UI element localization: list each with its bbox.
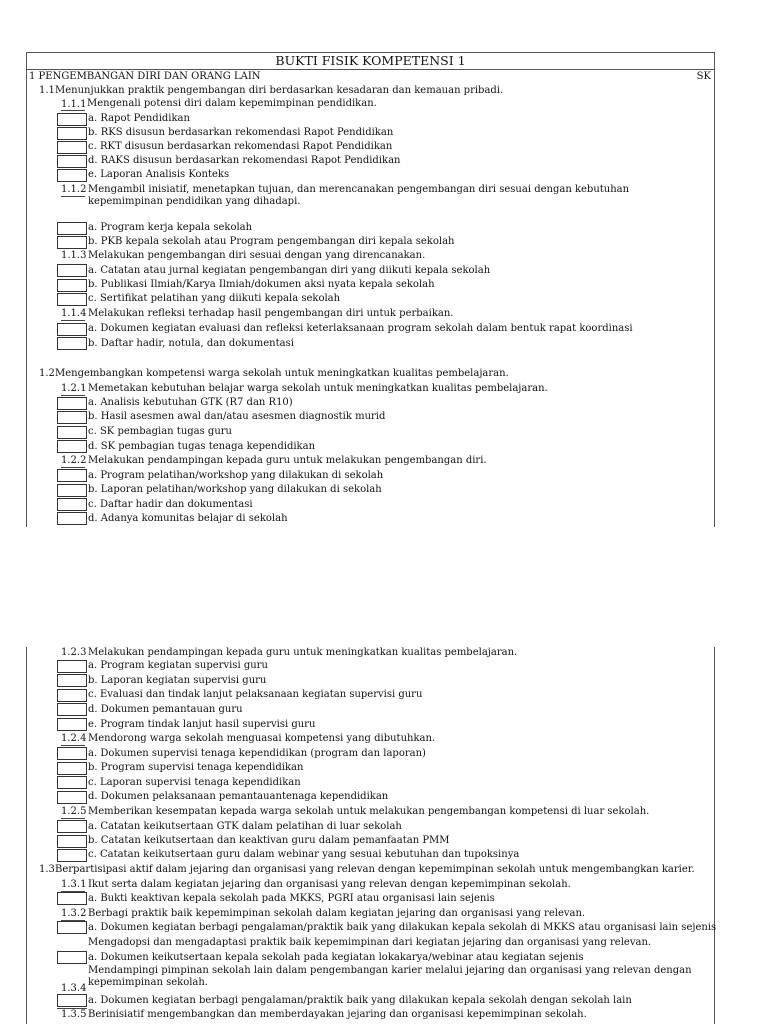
- sk-column-label: SK: [696, 71, 711, 82]
- indicator-text: Ikut serta dalam kegiatan jejaring dan organisasi yang relevan dengan kepemimpinan sekolah.: [88, 879, 571, 890]
- document-title: BUKTI FISIK KOMPETENSI 1: [275, 53, 466, 68]
- evidence-item: b. PKB kepala sekolah atau Program pengembangan diri kepala sekolah: [88, 236, 455, 247]
- document-page-1: [26, 52, 715, 527]
- evidence-item: a. Program pelatihan/workshop yang dilakukan di sekolah: [88, 470, 384, 481]
- evidence-checkbox[interactable]: [57, 689, 87, 702]
- indicator-number: 1.2.4: [61, 733, 87, 744]
- indicator-number: 1.1.4: [61, 308, 87, 319]
- evidence-checkbox[interactable]: [57, 323, 87, 336]
- evidence-checkbox[interactable]: [57, 113, 87, 126]
- evidence-item: b. Daftar hadir, notula, dan dokumentasi: [88, 338, 294, 349]
- evidence-item: d. Dokumen pemantauan guru: [88, 704, 243, 715]
- evidence-checkbox[interactable]: [57, 747, 87, 760]
- evidence-item: d. Adanya komunitas belajar di sekolah: [88, 513, 288, 524]
- indicator-text: Mengenali potensi diri dalam kepemimpinan pendidikan.: [87, 98, 377, 109]
- evidence-checkbox[interactable]: [57, 718, 87, 731]
- evidence-checkbox[interactable]: [57, 835, 87, 848]
- underline: [61, 467, 85, 468]
- underline: [61, 320, 85, 321]
- evidence-item: c. SK pembagian tugas guru: [88, 426, 232, 437]
- indicator-number: 1.3.5: [61, 1009, 87, 1020]
- evidence-checkbox[interactable]: [57, 921, 87, 934]
- evidence-checkbox[interactable]: [57, 892, 87, 905]
- document-page-2: [26, 647, 715, 1024]
- indicator-text: Memetakan kebutuhan belajar warga sekolah untuk meningkatkan kualitas pembelajaran.: [88, 383, 548, 394]
- indicator-number: 1.1.2: [61, 184, 87, 195]
- evidence-checkbox[interactable]: [57, 674, 87, 687]
- evidence-checkbox[interactable]: [57, 169, 87, 182]
- evidence-item: d. SK pembagian tugas tenaga kependidikan: [88, 441, 316, 452]
- indicator-text: Mendampingi pimpinan sekolah lain dalam pengembangan karier melalui jejaring dan organisasi yang relevan dengan kepemimpinan sekolah.: [88, 965, 692, 988]
- evidence-item: c. Evaluasi dan tindak lanjut pelaksanaan kegiatan supervisi guru: [88, 689, 423, 700]
- evidence-item: c. Sertifikat pelatihan yang diikuti kepala sekolah: [88, 293, 341, 304]
- evidence-item: d. RAKS disusun berdasarkan rekomendasi Rapot Pendidikan: [88, 155, 401, 166]
- evidence-item: a. Program kerja kepala sekolah: [88, 222, 253, 233]
- indicator-number: 1.2.2: [61, 455, 87, 466]
- indicator-text: Memberikan kesempatan kepada warga sekolah untuk melakukan pengembangan kompetensi di luar sekolah.: [88, 806, 650, 817]
- underline: [61, 818, 85, 819]
- evidence-item: c. Laporan supervisi tenaga kependidikan: [88, 777, 301, 788]
- evidence-item: b. Laporan kegiatan supervisi guru: [88, 675, 267, 686]
- indicator-text: Berinisiatif mengembangkan dan memberdayakan jejaring dan organisasi kepemimpinan sekolah.: [88, 1009, 587, 1020]
- indicator-text: Mengadopsi dan mengadaptasi praktik baik kepemimpinan dari kegiatan jejaring dan organisasi yang relevan.: [88, 937, 652, 948]
- subsection-number: 1.1: [39, 85, 55, 96]
- evidence-item: e. Laporan Analisis Konteks: [88, 169, 230, 180]
- evidence-checkbox[interactable]: [57, 293, 87, 306]
- indicator-number: 1.3.2: [61, 908, 87, 919]
- evidence-checkbox[interactable]: [57, 222, 87, 235]
- indicator-number: 1.2.3: [61, 647, 87, 658]
- indicator-number: 1.2.1: [61, 383, 87, 394]
- evidence-item: c. Daftar hadir dan dokumentasi: [88, 499, 253, 510]
- indicator-number: 1.3.4: [61, 983, 87, 994]
- evidence-item: a. Bukti keaktivan kepala sekolah pada MKKS, PGRI atau organisasi lain sejenis: [88, 893, 495, 904]
- evidence-checkbox[interactable]: [57, 337, 87, 350]
- indicator-text: Melakukan pengembangan diri sesuai dengan yang direncanakan.: [88, 250, 426, 261]
- subsection-text: Mengembangkan kompetensi warga sekolah untuk meningkatkan kualitas pembelajaran.: [55, 368, 509, 379]
- evidence-item: a. Rapot Pendidikan: [88, 113, 190, 124]
- evidence-checkbox[interactable]: [57, 762, 87, 775]
- evidence-item: a. Dokumen supervisi tenaga kependidikan (program dan laporan): [88, 748, 426, 759]
- evidence-item: b. Program supervisi tenaga kependidikan: [88, 762, 304, 773]
- evidence-checkbox[interactable]: [57, 155, 87, 168]
- evidence-checkbox[interactable]: [57, 776, 87, 789]
- evidence-checkbox[interactable]: [57, 141, 87, 154]
- underline: [61, 395, 85, 396]
- evidence-item: a. Catatan keikutsertaan GTK dalam pelatihan di luar sekolah: [88, 821, 402, 832]
- evidence-item: a. Catatan atau jurnal kegiatan pengembangan diri yang diikuti kepala sekolah: [88, 265, 491, 276]
- evidence-item: e. Program tindak lanjut hasil supervisi guru: [88, 719, 316, 730]
- evidence-item: b. Catatan keikutsertaan dan keaktivan guru dalam pemanfaatan PMM: [88, 835, 450, 846]
- evidence-item: a. Dokumen kegiatan berbagi pengalaman/praktik baik yang dilakukan kepala sekolah dengan sekolah lain: [88, 995, 632, 1006]
- underline: [61, 196, 85, 197]
- evidence-checkbox[interactable]: [57, 994, 87, 1007]
- indicator-text: Mendorong warga sekolah menguasai kompetensi yang dibutuhkan.: [88, 733, 436, 744]
- evidence-checkbox[interactable]: [57, 469, 87, 482]
- evidence-checkbox[interactable]: [57, 484, 87, 497]
- evidence-item: a. Dokumen kegiatan berbagi pengalaman/praktik baik yang dilakukan kepala sekolah di MKKS atau organisasi lain sejenis: [88, 922, 717, 933]
- evidence-item: a. Program kegiatan supervisi guru: [88, 660, 268, 671]
- evidence-checkbox[interactable]: [57, 426, 87, 439]
- section-heading: 1 PENGEMBANGAN DIRI DAN ORANG LAIN: [29, 71, 261, 82]
- evidence-checkbox[interactable]: [57, 127, 87, 140]
- evidence-checkbox[interactable]: [57, 512, 87, 525]
- evidence-item: c. Catatan keikutsertaan guru dalam webinar yang sesuai kebutuhan dan tupoksinya: [88, 849, 520, 860]
- indicator-number: 1.1.1: [61, 99, 87, 110]
- evidence-checkbox[interactable]: [57, 951, 87, 964]
- evidence-item: a. Dokumen keikutsertaan kepala sekolah pada kegiatan lokakarya/webinar atau kegiatan sejenis: [88, 952, 584, 963]
- indicator-text: Melakukan pendampingan kepada guru untuk melakukan pengembangan diri.: [88, 455, 487, 466]
- evidence-checkbox[interactable]: [57, 264, 87, 277]
- evidence-checkbox[interactable]: [57, 279, 87, 292]
- evidence-item: a. Analisis kebutuhan GTK (R7 dan R10): [88, 397, 293, 408]
- indicator-text: Melakukan refleksi terhadap hasil pengembangan diri untuk perbaikan.: [88, 308, 454, 319]
- evidence-item: d. Dokumen pelaksanaan pemantauantenaga kependidikan: [88, 791, 389, 802]
- subsection-number: 1.3: [39, 864, 55, 875]
- indicator-number: 1.3.1: [61, 879, 87, 890]
- title-divider: [27, 69, 714, 70]
- evidence-checkbox[interactable]: [57, 397, 87, 410]
- evidence-item: b. Publikasi Ilmiah/Karya Ilmiah/dokumen aksi nyata kepala sekolah: [88, 279, 435, 290]
- evidence-checkbox[interactable]: [57, 440, 87, 453]
- subsection-text: Berpartisipasi aktif dalam jejaring dan organisasi yang relevan dengan kepemimpinan sekolah untuk mengembangkan karier.: [55, 864, 695, 875]
- evidence-checkbox[interactable]: [57, 660, 87, 673]
- evidence-checkbox[interactable]: [57, 411, 87, 424]
- evidence-item: b. RKS disusun berdasarkan rekomendasi Rapot Pendidikan: [88, 127, 394, 138]
- evidence-item: b. Hasil asesmen awal dan/atau asesmen diagnostik murid: [88, 411, 386, 422]
- evidence-checkbox[interactable]: [57, 849, 87, 862]
- evidence-checkbox[interactable]: [57, 820, 87, 833]
- indicator-text: Melakukan pendampingan kepada guru untuk meningkatkan kualitas pembelajaran.: [88, 647, 518, 658]
- indicator-number: 1.2.5: [61, 806, 87, 817]
- evidence-checkbox[interactable]: [57, 703, 87, 716]
- underline: [61, 745, 85, 746]
- evidence-checkbox[interactable]: [57, 236, 87, 249]
- subsection-number: 1.2: [39, 368, 55, 379]
- indicator-text: Mengambil inisiatif, menetapkan tujuan, dan merencanakan pengembangan diri sesuai dengan kebutuhan kepemimpinan pendidikan yang dihadapi.: [88, 184, 630, 207]
- underline: [61, 110, 85, 111]
- evidence-checkbox[interactable]: [57, 791, 87, 804]
- subsection-text: Menunjukkan praktik pengembangan diri berdasarkan kesadaran dan kemauan pribadi.: [55, 85, 504, 96]
- indicator-number: 1.1.3: [61, 250, 87, 261]
- evidence-checkbox[interactable]: [57, 498, 87, 511]
- evidence-item: c. RKT disusun berdasarkan rekomendasi Rapot Pendidikan: [88, 141, 393, 152]
- evidence-item: b. Laporan pelatihan/workshop yang dilakukan di sekolah: [88, 484, 382, 495]
- evidence-item: a. Dokumen kegiatan evaluasi dan refleksi keterlaksanaan program sekolah dalam bentuk rapat koordinasi: [88, 323, 633, 334]
- indicator-text: Berbagi praktik baik kepemimpinan sekolah dalam kegiatan jejaring dan organisasi yang relevan.: [88, 908, 586, 919]
